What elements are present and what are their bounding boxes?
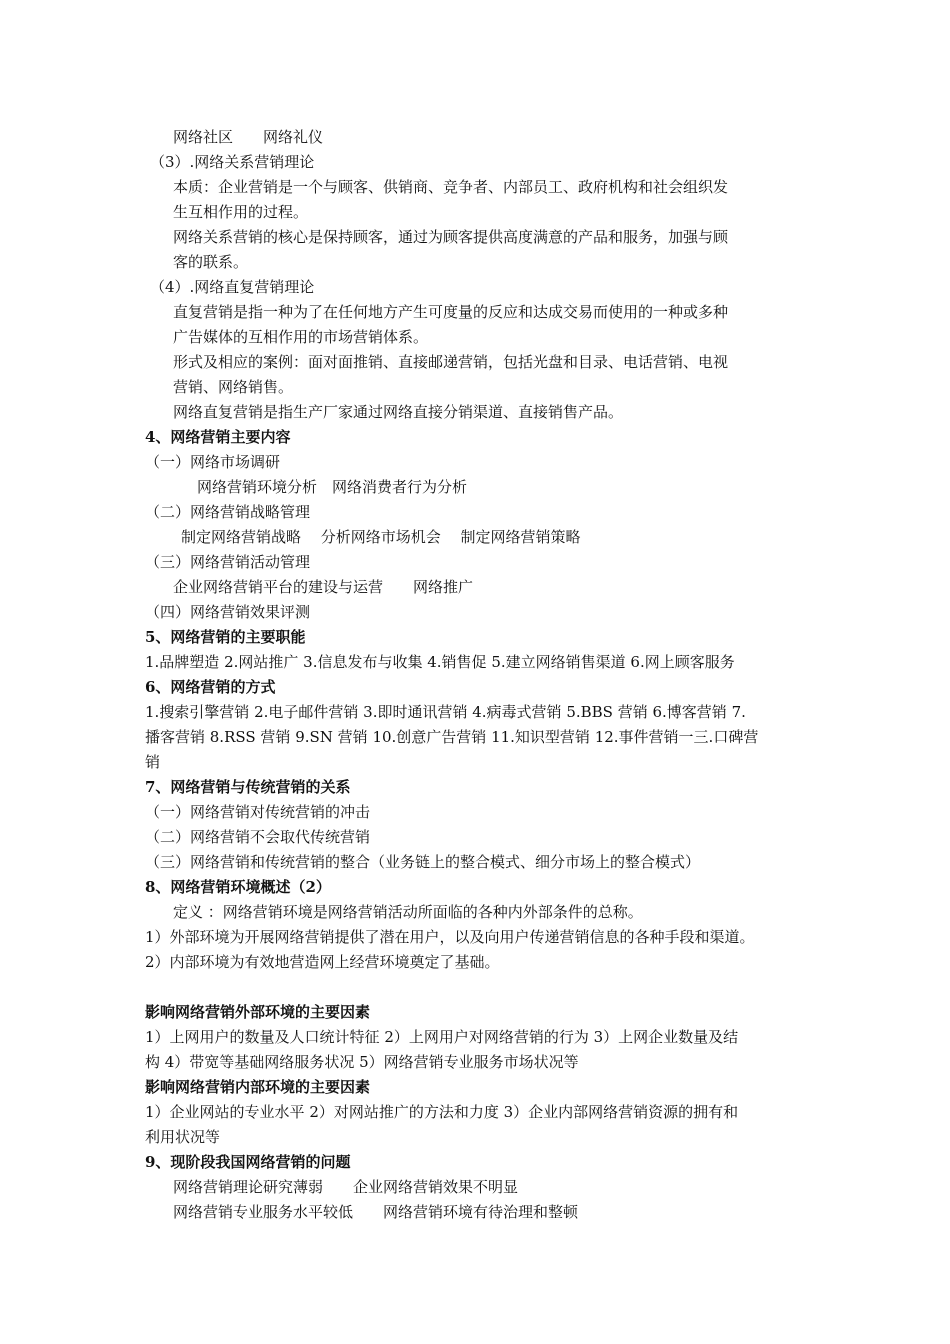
- text-line: 网络社区 网络礼仪: [173, 128, 324, 146]
- text-line: 形式及相应的案例：面对面推销、直接邮递营销，包括光盘和目录、电话营销、电视: [173, 353, 729, 371]
- subsection-heading: （一）网络市场调研: [145, 453, 281, 471]
- subsection-heading: （一）网络营销对传统营销的冲击: [145, 803, 371, 821]
- text-line: 网络营销专业服务水平较低 网络营销环境有待治理和整顿: [173, 1203, 579, 1221]
- text-line: 企业网络营销平台的建设与运营 网络推广: [173, 578, 474, 596]
- subsection-heading: （四）网络营销效果评测: [145, 603, 311, 621]
- section-heading: 8、网络营销环境概述（2）: [145, 878, 331, 896]
- text-line: 生互相作用的过程。: [173, 203, 309, 221]
- text-line: 定义 ：网络营销环境是网络营销活动所面临的各种内外部条件的总称。: [173, 903, 643, 921]
- text-line: 客的联系。: [173, 253, 249, 271]
- subsection-heading: （三）网络营销活动管理: [145, 553, 311, 571]
- section-heading: 9、现阶段我国网络营销的问题: [145, 1153, 351, 1171]
- section-heading: 影响网络营销内部环境的主要因素: [145, 1078, 371, 1096]
- text-line: 2）内部环境为有效地营造网上经营环境奠定了基础。: [145, 953, 500, 971]
- text-line: 网络直复营销是指生产厂家通过网络直接分销渠道、直接销售产品。: [173, 403, 624, 421]
- text-line: 营销、网络销售。: [173, 378, 294, 396]
- text-line: 利用状况等: [145, 1128, 221, 1146]
- text-line: 本质：企业营销是一个与顾客、供销商、竞争者、内部员工、政府机构和社会组织发: [173, 178, 729, 196]
- text-line: 广告媒体的互相作用的市场营销体系。: [173, 328, 429, 346]
- section-heading: 5、网络营销的主要职能: [145, 628, 306, 646]
- section-subheading: （4）.网络直复营销理论: [150, 278, 315, 296]
- text-line: 网络营销环境分析 网络消费者行为分析: [197, 478, 468, 496]
- text-line: 1）企业网站的专业水平 2）对网站推广的方法和力度 3）企业内部网络营销资源的拥有和: [145, 1103, 739, 1121]
- text-line: 播客营销 8.RSS 营销 9.SN 营销 10.创意广告营销 11.知识型营销 12.事件营销一三.口碑营: [145, 728, 759, 746]
- text-line: 网络营销理论研究薄弱 企业网络营销效果不明显: [173, 1178, 519, 1196]
- text-line: 1）外部环境为开展网络营销提供了潜在用户，以及向用户传递营销信息的各种手段和渠道。: [145, 928, 755, 946]
- text-line: 1.品牌塑造 2.网站推广 3.信息发布与收集 4.销售促 5.建立网络销售渠道 6.网上顾客服务: [145, 653, 735, 671]
- section-heading: 7、网络营销与传统营销的关系: [145, 778, 351, 796]
- text-line: 网络关系营销的核心是保持顾客，通过为顾客提供高度满意的产品和服务，加强与顾: [173, 228, 729, 246]
- text-line: 直复营销是指一种为了在任何地方产生可度量的反应和达成交易而使用的一种或多种: [173, 303, 729, 321]
- section-heading: 6、网络营销的方式: [145, 678, 276, 696]
- subsection-heading: （二）网络营销战略管理: [145, 503, 311, 521]
- text-line: 销: [145, 753, 161, 771]
- section-heading: 影响网络营销外部环境的主要因素: [145, 1003, 371, 1021]
- text-line: 1）上网用户的数量及人口统计特征 2）上网用户对网络营销的行为 3）上网企业数量及结: [145, 1028, 739, 1046]
- section-subheading: （3）.网络关系营销理论: [150, 153, 315, 171]
- text-line: 制定网络营销战略 分析网络市场机会 制定网络营销策略: [181, 528, 581, 546]
- text-line: 1.搜索引擎营销 2.电子邮件营销 3.即时通讯营销 4.病毒式营销 5.BBS 营销 6.博客营销 7.: [145, 703, 746, 721]
- text-line: 构 4）带宽等基础网络服务状况 5）网络营销专业服务市场状况等: [145, 1053, 579, 1071]
- subsection-heading: （二）网络营销不会取代传统营销: [145, 828, 371, 846]
- section-heading: 4、网络营销主要内容: [145, 428, 291, 446]
- subsection-heading: （三）网络营销和传统营销的整合（业务链上的整合模式、细分市场上的整合模式）: [145, 853, 701, 871]
